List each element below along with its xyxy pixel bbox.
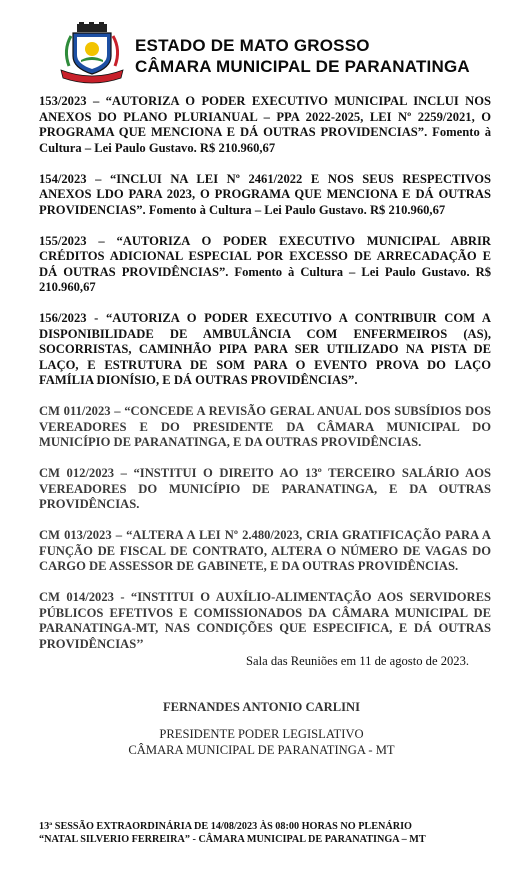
state-title: ESTADO DE MATO GROSSO: [135, 36, 370, 55]
footer-line-1: 13ª SESSÃO EXTRAORDINÁRIA DE 14/08/2023 ÀS 08:00 HORAS NO PLENÁRIO: [39, 821, 412, 832]
signatory-role: PRESIDENTE PODER LEGISLATIVO: [159, 727, 364, 741]
agenda-item: CM 014/2023 - “INSTITUI O AUXÍLIO-ALIMENTAÇÃO AOS SERVIDORES PÚBLICOS EFETIVOS E COMISSIONADOS DA CÂMARA MUNICIPAL DE PARANATINGA-MT, NAS CONDIÇÕES QUE ESPECIFICA, E DÁ OUTRAS PROVIDÊNCIAS’’: [39, 590, 491, 651]
agenda-list: [39, 94, 491, 668]
agenda-item: CM 011/2023 – “CONCEDE A REVISÃO GERAL ANUAL DOS SUBSÍDIOS DOS VEREADORES E DO PRESIDENTE DA CÂMARA MUNICIPAL DO MUNICÍPIO DE PARANATINGA, E DA OUTRAS PROVIDÊNCIAS.: [39, 404, 491, 449]
signatory-name: FERNANDES ANTONIO CARLINI: [162, 700, 361, 714]
agenda-item: 155/2023 – “AUTORIZA O PODER EXECUTIVO MUNICIPAL ABRIR CRÉDITOS ADICIONAL ESPECIAL POR EXCESSO DE ARRECADAÇÃO E DÁ OUTRAS PROVIDÊNCIAS”. Fomento à Cultura – Lei Paulo Gustavo. R$ 210.960,67: [39, 233, 491, 294]
document-header: [57, 22, 517, 82]
chamber-title: CÂMARA MUNICIPAL DE PARANATINGA: [135, 57, 470, 76]
signatory-organization: CÂMARA MUNICIPAL DE PARANATINGA - MT: [128, 743, 395, 757]
municipal-crest-icon: [57, 22, 127, 84]
footer-line-2: “NATAL SILVERIO FERREIRA” - CÂMARA MUNICIPAL DE PARANATINGA – MT: [39, 834, 426, 845]
agenda-item: 156/2023 - “AUTORIZA O PODER EXECUTIVO A CONTRIBUIR COM A DISPONIBILIDADE DE AMBULÂNCIA COM ENFERMEIROS (AS), SOCORRISTAS, CAMINHÃO PIPA PARA SER UTILIZADO NA PISTA DE LAÇO, E ESTRUTURA DE SOM PARA O EVENTO PROVA DO LAÇO FAMÍLIA DIONÍSIO, E DÁ OUTRAS PROVIDÊNCIAS”.: [39, 311, 491, 387]
session-footer: [39, 820, 509, 846]
agenda-item: 153/2023 – “AUTORIZA O PODER EXECUTIVO MUNICIPAL INCLUI NOS ANEXOS DO PLANO PLURIANUAL – PPA 2022-2025, LEI Nº 2259/2021, O PROGRAMA QUE MENCIONA E DÁ OUTRAS PROVIDENCIAS”. Fomento à Cultura – Lei Paulo Gustavo. R$ 210.960,67: [39, 94, 491, 155]
date-line: Sala das Reuniões em 11 de agosto de 2023.: [246, 654, 470, 668]
agenda-item: CM 012/2023 – “INSTITUI O DIREITO AO 13º TERCEIRO SALÁRIO AOS VEREADORES DO MUNICÍPIO DE PARANATINGA, E DA OUTRAS PROVIDÊNCIAS.: [39, 466, 491, 511]
agenda-item: CM 013/2023 – “ALTERA A LEI Nº 2.480/2023, CRIA GRATIFICAÇÃO PARA A FUNÇÃO DE FISCAL DE CONTRATO, ALTERA O NÚMERO DE VAGAS DO CARGO DE ASSESSOR DE GABINETE, E DA OUTRAS PROVIDÊNCIAS.: [39, 528, 491, 573]
agenda-item: 154/2023 – “INCLUI NA LEI Nº 2461/2022 E NOS SEUS RESPECTIVOS ANEXOS LDO PARA 2023, O PROGRAMA QUE MENCIONA E DÁ OUTRAS PROVIDENCIAS”. Fomento à Cultura – Lei Paulo Gustavo. R$ 210.960,67: [39, 171, 491, 217]
